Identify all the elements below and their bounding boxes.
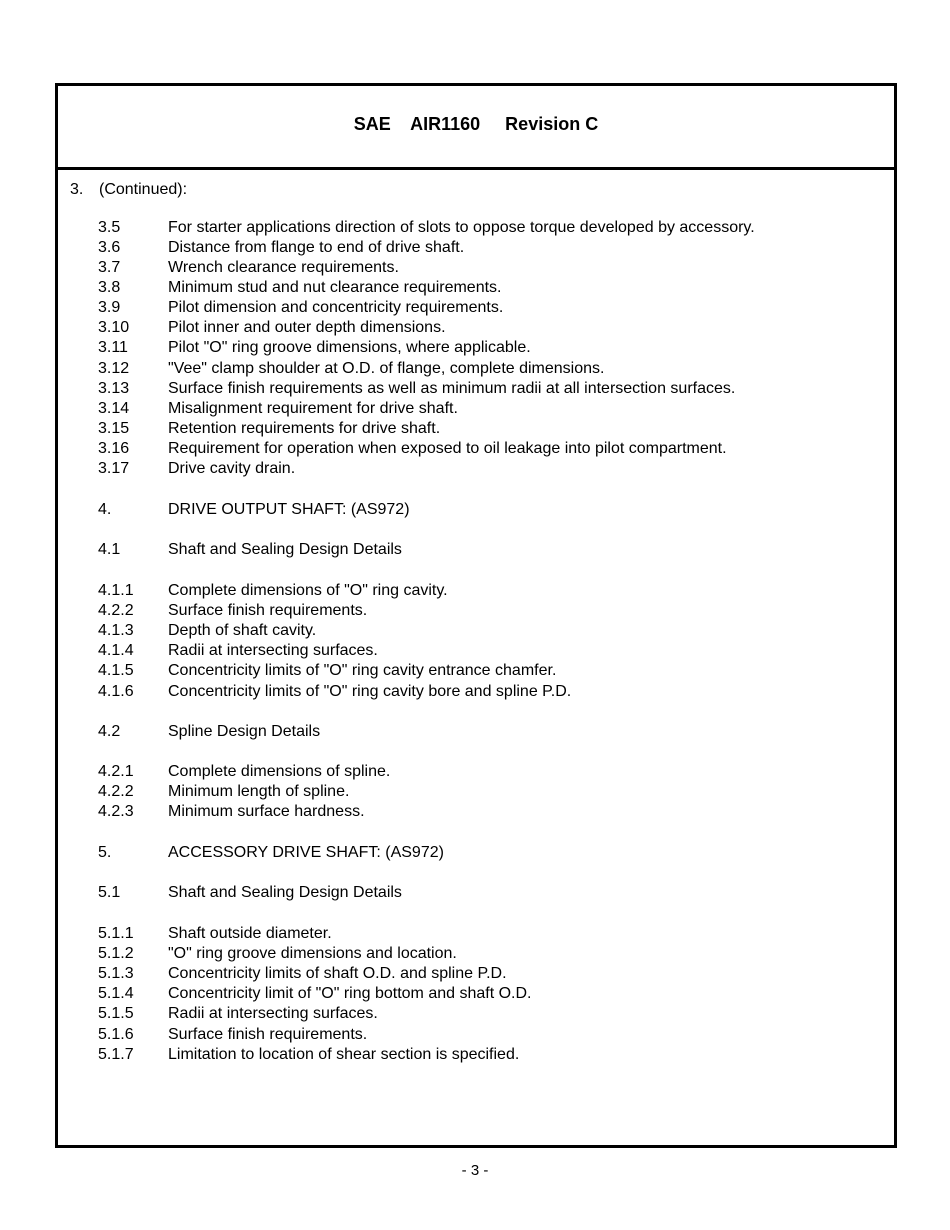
- document-header: [58, 86, 894, 170]
- section-number: 3.: [70, 181, 84, 198]
- section-label: (Continued):: [99, 181, 188, 198]
- document-title: SAE AIR1160 Revision C: [353, 114, 599, 134]
- page-number: - 3 -: [461, 1162, 489, 1179]
- document-frame: SAE AIR1160 Revision C 3. (Continued): 3.5 For starter applications direction of slots to oppose torque developed by accessory. 3.6 Distance from flange to end of drive shaft. 3.7 Wrench clearance requirements. 3.8 Minimum stud and nut clearance requirements. 3.9 Pilot dimension and concentricity requirements. 3.10 Pilot inner and outer depth dimensions. 3.11 Pilot "O" ring groove dimensions, where applicable. 3.12 "Vee" clamp shoulder at O.D. of flange, complete dimensions. 3.13 Surface finish requirements as well as minimum radii at all intersection surfaces. 3.14 Misalignment requirement for drive shaft. 3.15 Retention requirements for drive shaft. 3.16 Requirement for operation when exposed to oil leakage into pilot compartment. 3.17 Drive cavity drain. 4. DRIVE OUTPUT SHAFT: (AS972) 4.1 Shaft and Sealing Design Details 4.1.1 Complete dimensions of "O" ring cavity. 4.2.2 Surface finish requirements. 4.1.3 Depth of shaft cavity. 4.1.4 Radii at intersecting surfaces. 4.1.5 Concentricity limits of "O" ring cavity entrance chamfer. 4.1.6 Concentricity limits of "O" ring cavity bore and spline P.D. 4.2 Spline Design Details 4.2.1 Complete dimensions of spline. 4.2.2 Minimum length of spline. 4.2.3 Minimum surface hardness. 5. ACCESSORY DRIVE SHAFT: (AS972) 5.1 Shaft and Sealing Design Details 5.1.1 Shaft outside diameter. 5.1.2 "O" ring groove dimensions and location. 5.1.3 Concentricity limits of shaft O.D. and spline P.D. 5.1.4 Concentricity limit of "O" ring bottom and shaft O.D. 5.1.5 Radii at intersecting surfaces. 5.1.6 Surface finish requirements. 5.1.7 Limitation to location of shear section is specified.: [55, 83, 897, 1148]
